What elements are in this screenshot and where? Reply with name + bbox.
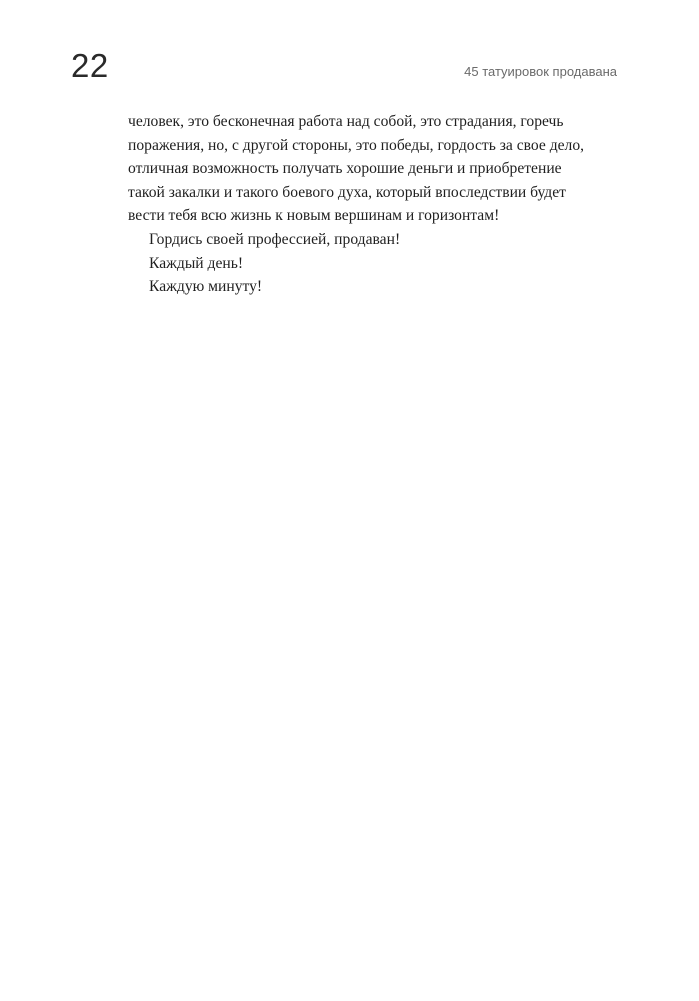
text-line: поражения, но, с другой стороны, это победы, гордость за свое дело,	[128, 136, 585, 154]
page-number: 22	[71, 47, 109, 84]
running-header: 45 татуировок продавана	[464, 64, 617, 79]
paragraph: Каждый день!	[149, 254, 244, 272]
paragraph: Гордись своей профессией, продаван!	[149, 230, 401, 248]
text-line: такой закалки и такого боевого духа, который впоследствии будет	[128, 183, 566, 201]
text-line: отличная возможность получать хорошие деньги и приобретение	[128, 160, 562, 178]
body-text	[128, 110, 618, 299]
paragraph: Каждую минуту!	[149, 278, 263, 296]
text-line: человек, это бесконечная работа над собой, это страдания, горечь	[128, 113, 564, 130]
text-line: вести тебя всю жизнь к новым вершинам и горизонтам!	[128, 207, 500, 225]
